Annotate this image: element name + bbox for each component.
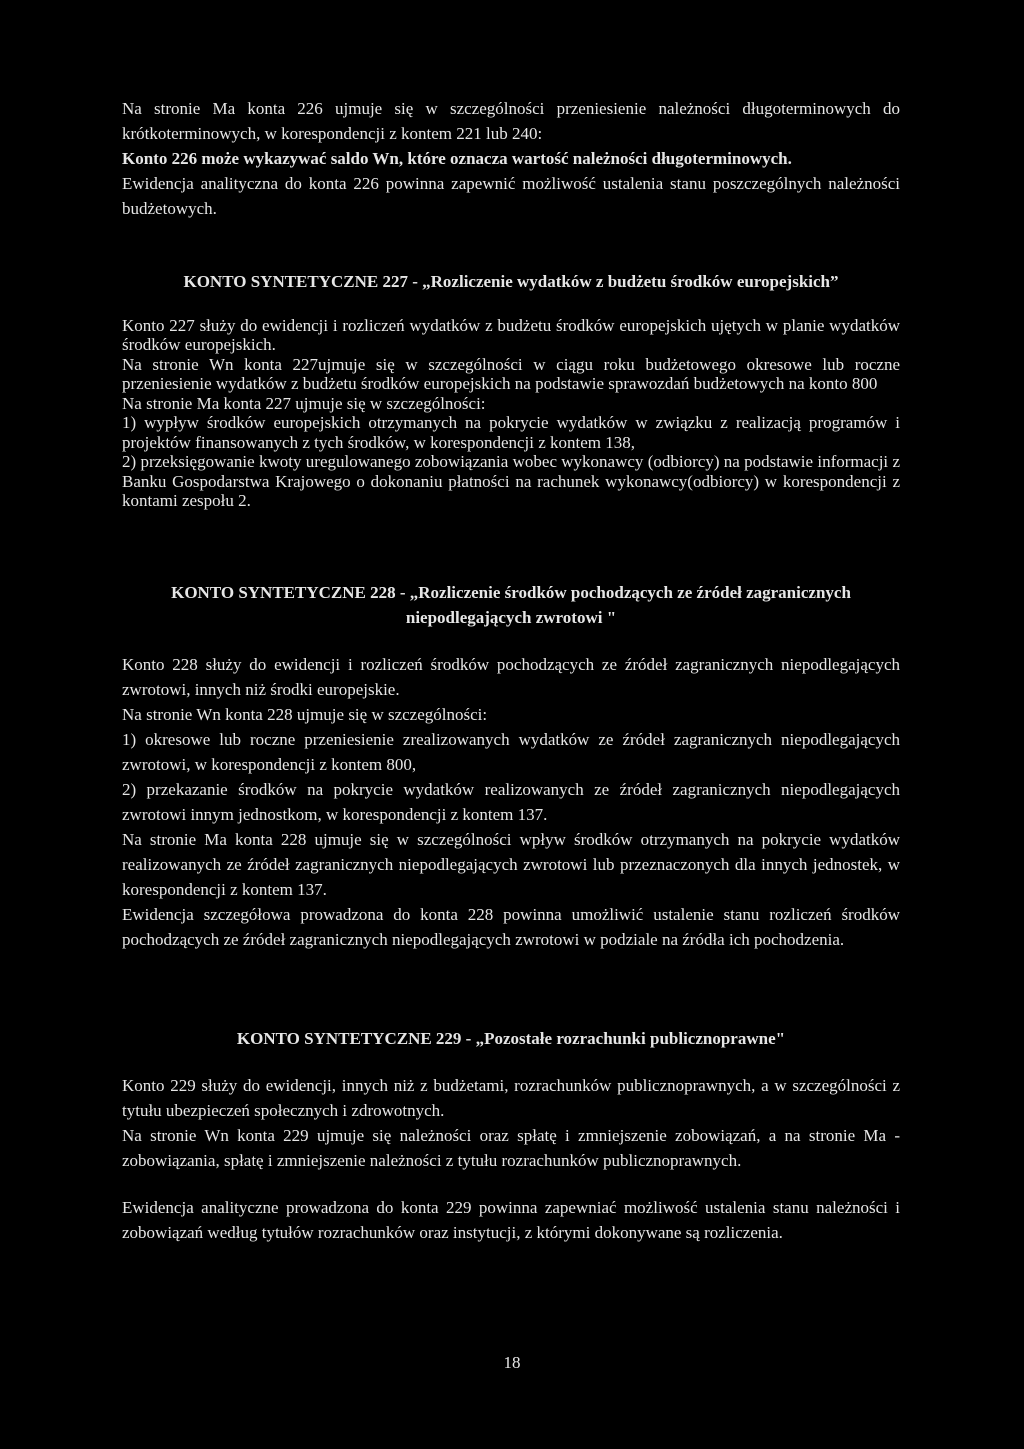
paragraph: Na stronie Ma konta 227 ujmuje się w szczególności: (122, 393, 486, 413)
list-item: 1) wypływ środków europejskich otrzymanych na pokrycie wydatków w związku z realizacją programów i projektów finansowanych z tych środków, w korespondencji z kontem 138, (122, 413, 900, 452)
paragraph: Ewidencja analityczna do konta 226 powinna zapewnić możliwość ustalenia stanu poszczególnych należności budżetowych. (122, 174, 900, 218)
paragraph: Konto 227 służy do ewidencji i rozliczeń wydatków z budżetu środków europejskich ujętych w planie wydatków środków europejskich. (122, 315, 900, 354)
paragraph: Na stronie Wn konta 228 ujmuje się w szczególności: (122, 705, 488, 724)
paragraph: Na stronie Wn konta 227ujmuje się w szczególności w ciągu roku budżetowego okresowe lub roczne przeniesienie wydatków z budżetu środków europejskich na podstawie sprawozdań budżetowych na konto 800 (122, 354, 900, 393)
paragraph: Na stronie Wn konta 229 ujmuje się należności oraz spłatę i zmniejszenie zobowiązań, a na stronie Ma - zobowiązania, spłatę i zmniejszenie należności z tytułu rozrachunków publicznoprawnych. (122, 1126, 900, 1170)
paragraph: Ewidencja szczegółowa prowadzona do konta 228 powinna umożliwić ustalenie stanu rozliczeń środków pochodzących ze źródeł zagranicznych niepodlegających zwrotowi w podziale na źródła ich pochodzenia. (122, 905, 900, 949)
list-item: 2) przekazanie środków na pokrycie wydatków realizowanych ze źródeł zagranicznych niepodlegających zwrotowi innym jednostkom, w korespondencji z kontem 137. (122, 780, 900, 824)
paragraph: Na stronie Ma konta 228 ujmuje się w szczególności wpływ środków otrzymanych na pokrycie wydatków realizowanych ze źródeł zagranicznych niepodlegających zwrotowi lub przeznaczonych dla innych jednostek, w korespondencji z kontem 137. (122, 830, 900, 899)
paragraph-bold: Konto 226 może wykazywać saldo Wn, które oznacza wartość należności długoterminowych. (122, 149, 792, 168)
list-item: 2) przeksięgowanie kwoty uregulowanego zobowiązania wobec wykonawcy (odbiorcy) na podstawie informacji z Banku Gospodarstwa Krajowego o dokonaniu płatności na rachunek wykonawcy(odbiorcy) w korespondencji z kontami zespołu 2. (122, 452, 900, 510)
paragraph: Ewidencja analityczne prowadzona do konta 229 powinna zapewniać możliwość ustalenia stanu należności i zobowiązań według tytułów rozrachunków oraz instytucji, z którymi dokonywane są rozliczenia. (122, 1198, 900, 1242)
page-number: 18 (503, 1353, 521, 1372)
section-229 (122, 1026, 900, 1245)
section-228 (122, 580, 900, 952)
list-item: 1) okresowe lub roczne przeniesienie zrealizowanych wydatków ze źródeł zagranicznych niepodlegających zwrotowi, w korespondencji z kontem 800, (122, 730, 900, 774)
paragraph: Konto 229 służy do ewidencji, innych niż z budżetami, rozrachunków publicznoprawnych, a w szczególności z tytułu ubezpieczeń społecznych i zdrowotnych. (122, 1076, 900, 1120)
section-227 (122, 272, 900, 511)
section-heading: KONTO SYNTETYCZNE 227 - „Rozliczenie wydatków z budżetu środków europejskich” (183, 272, 839, 291)
paragraph: Konto 228 służy do ewidencji i rozliczeń środków pochodzących ze źródeł zagranicznych niepodlegających zwrotowi, innych niż środki europejskie. (122, 655, 900, 699)
section-heading: KONTO SYNTETYCZNE 228 - „Rozliczenie środków pochodzących ze źródeł zagranicznych niepodlegających zwrotowi " (171, 583, 851, 627)
section-226 (122, 96, 900, 221)
section-heading: KONTO SYNTETYCZNE 229 - „Pozostałe rozrachunki publicznoprawne" (236, 1029, 786, 1048)
paragraph: Na stronie Ma konta 226 ujmuje się w szczególności przeniesienie należności długoterminowych do krótkoterminowych, w korespondencji z kontem 221 lub 240: (122, 99, 900, 143)
